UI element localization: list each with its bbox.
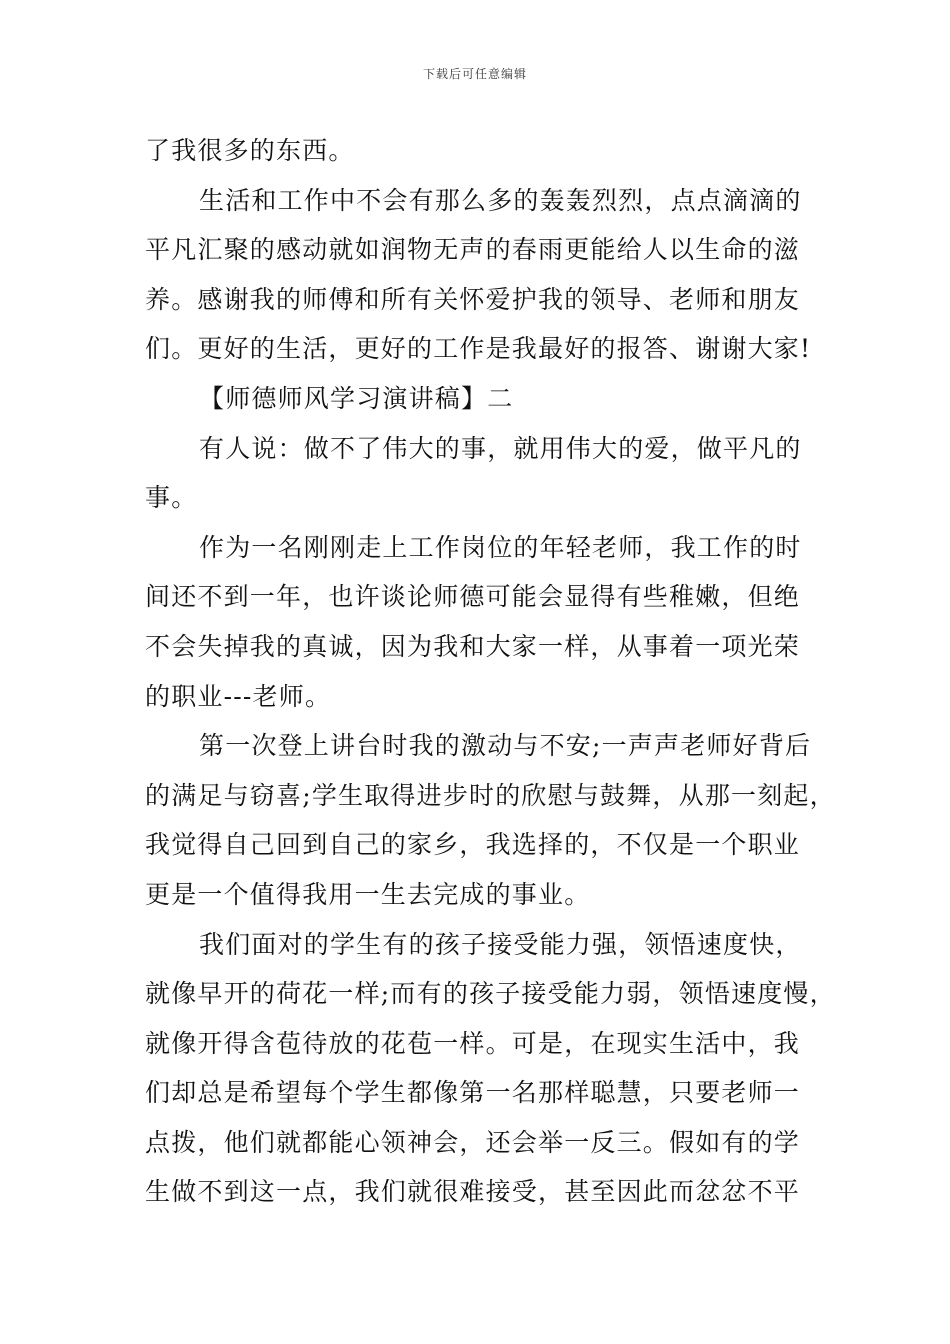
text-line-13: 第一次登上讲台时我的激动与不安;一声声老师好背后 bbox=[199, 731, 812, 761]
text-line-9: 作为一名刚刚走上工作岗位的年轻老师，我工作的时 bbox=[199, 532, 802, 562]
section-heading: 【师德师风学习演讲稿】二 bbox=[199, 383, 514, 413]
text-line-14: 的满足与窃喜;学生取得进步时的欣慰与鼓舞，从那一刻起， bbox=[145, 780, 836, 810]
text-line-21: 点拨，他们就都能心领神会，还会举一反三。假如有的学 bbox=[145, 1127, 801, 1157]
text-line-18: 就像早开的荷花一样;而有的孩子接受能力弱，领悟速度慢， bbox=[145, 979, 836, 1009]
text-line-1: 了我很多的东西。 bbox=[145, 136, 355, 165]
text-line-20: 们却总是希望每个学生都像第一名那样聪慧，只要老师一 bbox=[145, 1078, 801, 1108]
text-line-4: 养。感谢我的师傅和所有关怀爱护我的领导、老师和朋友 bbox=[145, 284, 801, 314]
text-line-19: 就像开得含苞待放的花苞一样。可是，在现实生活中，我 bbox=[145, 1028, 801, 1058]
text-line-16: 更是一个值得我用一生去完成的事业。 bbox=[145, 879, 591, 909]
text-line-7: 有人说：做不了伟大的事，就用伟大的爱，做平凡的 bbox=[199, 433, 802, 463]
text-line-5: 们。更好的生活，更好的工作是我最好的报答、谢谢大家! bbox=[145, 334, 812, 364]
text-line-8: 事。 bbox=[145, 483, 198, 513]
text-line-17: 我们面对的学生有的孩子接受能力强，领悟速度快， bbox=[199, 929, 802, 959]
text-line-15: 我觉得自己回到自己的家乡，我选择的，不仅是一个职业 bbox=[145, 830, 801, 860]
text-line-11: 不会失掉我的真诚，因为我和大家一样，从事着一项光荣 bbox=[145, 631, 801, 661]
page-header: 下载后可任意编辑 bbox=[422, 67, 527, 81]
text-line-10: 间还不到一年，也许谈论师德可能会显得有些稚嫩，但绝 bbox=[145, 582, 801, 612]
text-line-22: 生做不到这一点，我们就很难接受，甚至因此而忿忿不平 bbox=[145, 1177, 801, 1207]
text-line-12: 的职业---老师。 bbox=[145, 681, 332, 711]
text-line-3: 平凡汇聚的感动就如润物无声的春雨更能给人以生命的滋 bbox=[145, 235, 801, 265]
document-body bbox=[145, 126, 836, 1217]
text-line-2: 生活和工作中不会有那么多的轰轰烈烈，点点滴滴的 bbox=[199, 185, 802, 215]
